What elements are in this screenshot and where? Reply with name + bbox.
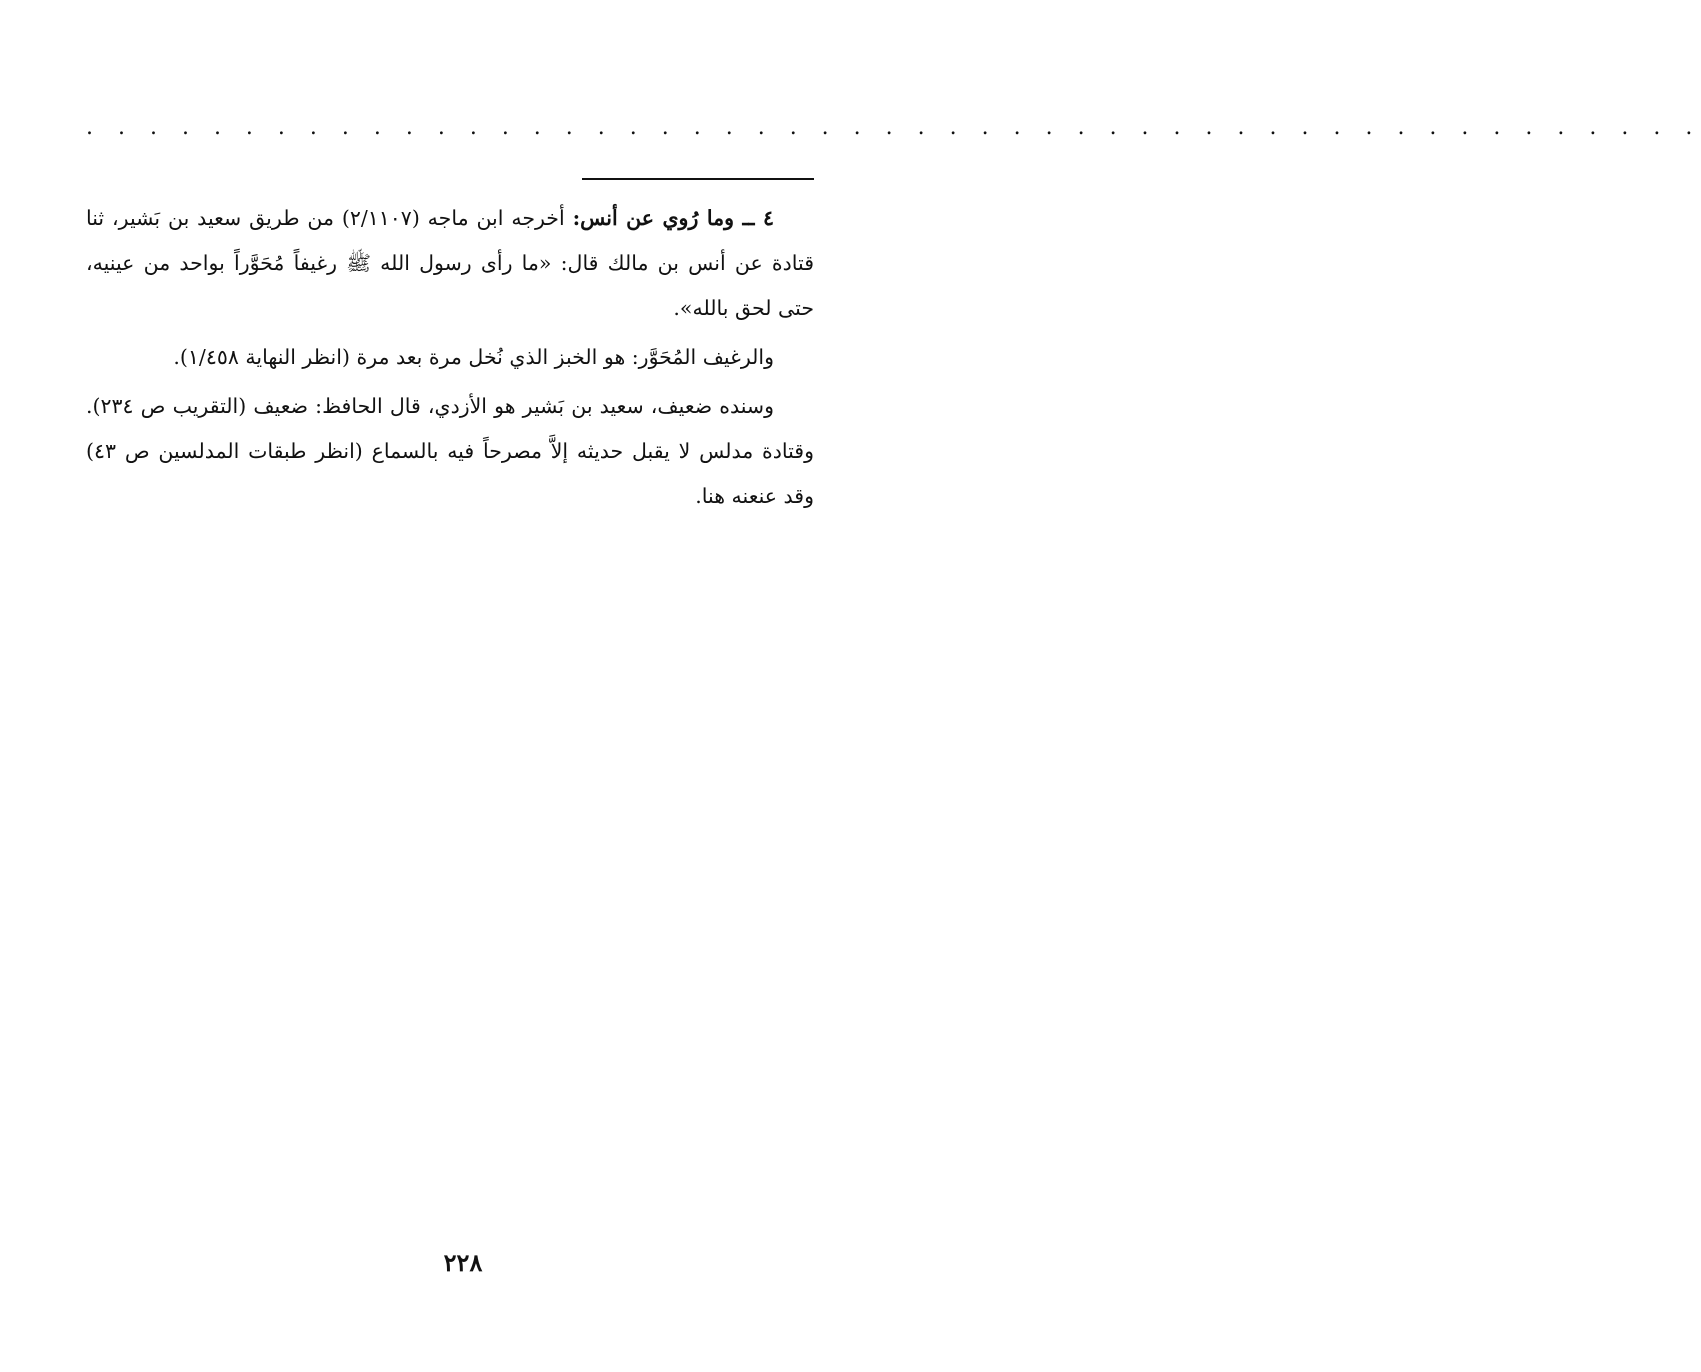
separator-dots: . . . . . . . . . . . . . . . . . . . . . . . . . . . . . . . . . . . . . . . . . . . . . . . . . . . (86, 115, 1701, 140)
footnote-4-lead: ٤ ــ وما رُوي عن أنس: (572, 206, 774, 230)
footnote-4-body: أخرجه ابن ماجه (٢/١١٠٧) من طريق سعيد بن بَشير، ثنا قتادة عن أنس بن مالك قال: «ما رأى رسول الله ﷺ رغيفاً مُحَوَّراً بواحد من عينيه، حتى لحق بالله». (86, 206, 814, 320)
definition-paragraph: والرغيف المُحَوَّر: هو الخبز الذي نُخل مرة بعد مرة (انظر النهاية ١/٤٥٨). (173, 345, 774, 369)
footnote-block (86, 196, 814, 523)
footnote-4-paragraph (86, 196, 814, 331)
footnote-rule (582, 178, 814, 180)
grading-paragraph: وسنده ضعيف، سعيد بن بَشير هو الأزدي، قال الحافظ: ضعيف (التقريب ص ٢٣٤). وقتادة مدلس لا يقبل حديثه إلاَّ مصرحاً فيه بالسماع (انظر طبقات المدلسين ص ٤٣) وقد عنعنه هنا. (86, 394, 814, 508)
page-number: ٢٢٨ (443, 1248, 483, 1277)
